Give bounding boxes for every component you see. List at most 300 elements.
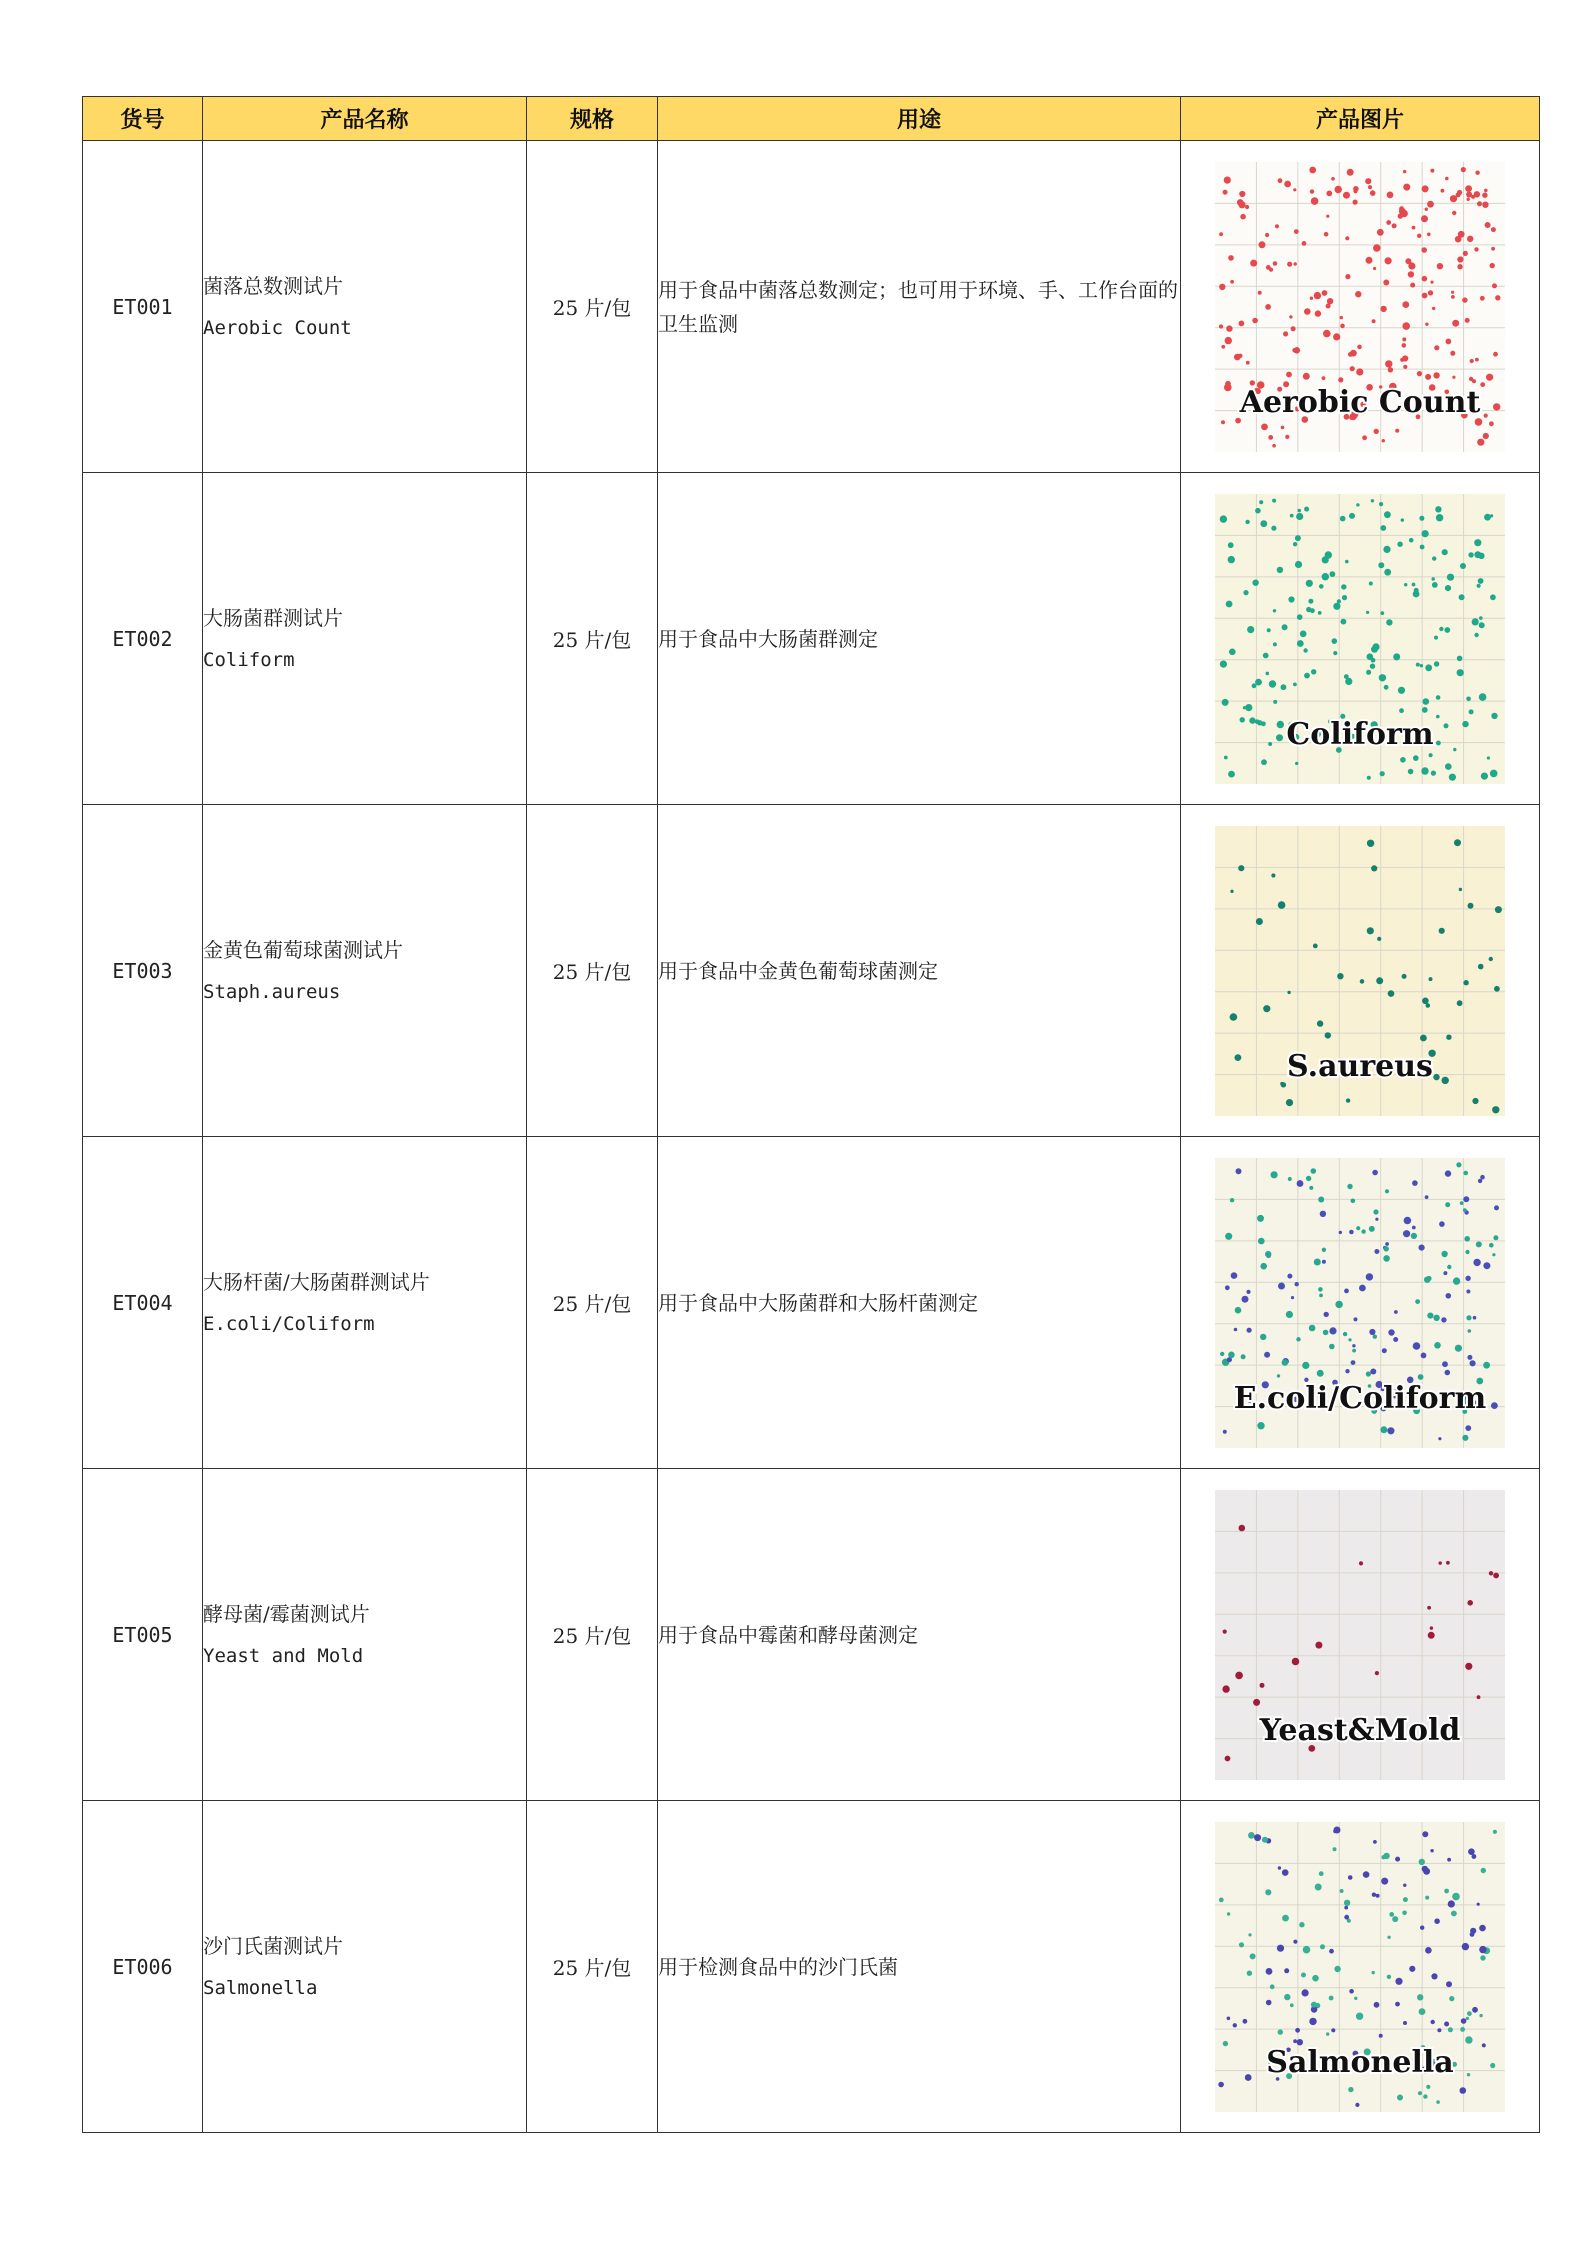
colony-dot — [1275, 224, 1279, 228]
colony-dot — [1434, 635, 1438, 639]
colony-dot — [1446, 338, 1452, 344]
colony-dot — [1365, 178, 1371, 184]
colony-dot — [1270, 1984, 1275, 1989]
colony-dot — [1429, 753, 1433, 757]
colony-dot — [1282, 1869, 1289, 1876]
product-name-en: Staph.aureus — [203, 980, 341, 1003]
colony-dot — [1338, 377, 1343, 382]
colony-dot — [1319, 1871, 1324, 1876]
colony-dot — [1463, 980, 1468, 985]
colony-dot — [1284, 1968, 1289, 1973]
colony-dot — [1285, 434, 1289, 438]
product-image-cell — [1181, 1469, 1540, 1801]
colony-dot — [1309, 1324, 1316, 1331]
plate-label: Coliform — [1286, 716, 1434, 752]
colony-dot — [1383, 1255, 1390, 1262]
colony-dot — [1457, 655, 1463, 661]
colony-dot — [1482, 201, 1488, 207]
colony-dot — [1373, 1209, 1378, 1214]
colony-dot — [1230, 889, 1233, 892]
colony-dot — [1236, 1168, 1242, 1174]
colony-dot — [1366, 669, 1371, 674]
colony-dot — [1417, 371, 1422, 376]
colony-dot — [1345, 274, 1350, 279]
colony-dot — [1422, 185, 1429, 192]
colony-dot — [1329, 1948, 1334, 1953]
colony-dot — [1403, 1230, 1410, 1237]
colony-dot — [1397, 541, 1402, 546]
colony-dot — [1371, 499, 1374, 502]
colony-dot — [1348, 2086, 1353, 2091]
colony-dot — [1382, 1348, 1387, 1353]
colony-dot — [1348, 352, 1353, 357]
colony-dot — [1239, 190, 1245, 196]
colony-dot — [1262, 1836, 1268, 1842]
colony-dot — [1257, 1422, 1264, 1429]
colony-dot — [1332, 638, 1338, 644]
colony-dot — [1269, 680, 1276, 687]
colony-dot — [1304, 672, 1310, 678]
colony-dot — [1380, 771, 1385, 776]
colony-dot — [1464, 1236, 1470, 1242]
colony-dot — [1322, 1247, 1326, 1251]
colony-dot — [1255, 507, 1261, 513]
product-name-cn: 大肠菌群测试片 — [203, 605, 343, 630]
colony-dot — [1430, 168, 1434, 172]
colony-dot — [1273, 699, 1277, 703]
colony-dot — [1245, 519, 1249, 523]
colony-dot — [1300, 630, 1307, 637]
colony-dot — [1479, 2013, 1482, 2016]
colony-dot — [1468, 1329, 1472, 1333]
colony-dot — [1427, 200, 1434, 207]
colony-dot — [1290, 2003, 1294, 2007]
colony-dot — [1230, 1198, 1234, 1202]
colony-dot — [1474, 247, 1478, 251]
colony-dot — [1259, 241, 1266, 248]
colony-dot — [1483, 1262, 1490, 1269]
colony-dot — [1401, 518, 1404, 521]
colony-dot — [1457, 189, 1462, 194]
colony-dot — [1246, 360, 1250, 364]
colony-dot — [1436, 514, 1443, 521]
colony-dot — [1342, 595, 1347, 600]
colony-dot — [1322, 1259, 1326, 1263]
product-image-cell — [1181, 141, 1540, 473]
colony-dot — [1477, 583, 1481, 587]
colony-dot — [1489, 956, 1493, 960]
colony-dot — [1372, 1892, 1376, 1896]
colony-dot — [1483, 432, 1489, 438]
colony-dot — [1445, 1202, 1450, 1207]
colony-dot — [1384, 511, 1391, 518]
colony-dot — [1374, 1249, 1379, 1254]
colony-dot — [1221, 344, 1225, 348]
colony-dot — [1356, 2012, 1363, 2019]
colony-dot — [1385, 257, 1392, 264]
colony-dot — [1482, 192, 1487, 197]
colony-dot — [1480, 382, 1485, 387]
colony-dot — [1393, 653, 1400, 660]
product-name-en: E.coli/Coliform — [203, 1312, 375, 1335]
colony-dot — [1354, 1317, 1358, 1321]
colony-dot — [1420, 1034, 1427, 1041]
colony-dot — [1493, 1829, 1497, 1833]
colony-dot — [1311, 197, 1319, 205]
colony-dot — [1425, 1195, 1429, 1199]
colony-dot — [1359, 1561, 1363, 1565]
colony-dot — [1228, 555, 1235, 562]
colony-dot — [1403, 1883, 1406, 1886]
colony-dot — [1479, 1945, 1486, 1952]
colony-dot — [1223, 1429, 1227, 1433]
colony-dot — [1462, 1434, 1468, 1440]
colony-dot — [1397, 2094, 1403, 2100]
colony-dot — [1234, 1327, 1238, 1331]
colony-dot — [1239, 1524, 1246, 1531]
colony-dot — [1228, 770, 1235, 777]
colony-dot — [1333, 651, 1337, 655]
colony-dot — [1339, 1230, 1342, 1233]
colony-dot — [1309, 2017, 1316, 2024]
colony-dot — [1452, 210, 1456, 214]
colony-dot — [1356, 368, 1363, 375]
colony-dot — [1430, 1849, 1433, 1852]
colony-dot — [1286, 371, 1292, 377]
colony-dot — [1286, 1310, 1293, 1317]
colony-dot — [1456, 1162, 1461, 1167]
colony-dot — [1293, 188, 1296, 191]
plate-label: Aerobic Count — [1239, 384, 1481, 420]
colony-dot — [1392, 223, 1397, 228]
colony-dot — [1422, 275, 1428, 281]
colony-dot — [1223, 189, 1228, 194]
colony-dot — [1318, 1287, 1323, 1292]
colony-dot — [1278, 1866, 1281, 1869]
colony-dot — [1220, 660, 1227, 667]
colony-dot — [1423, 698, 1430, 705]
colony-dot — [1303, 648, 1307, 652]
colony-dot — [1463, 1170, 1468, 1175]
colony-dot — [1345, 1369, 1349, 1373]
colony-dot — [1238, 201, 1245, 208]
colony-dot — [1483, 1361, 1490, 1368]
colony-dot — [1469, 709, 1474, 714]
colony-dot — [1319, 584, 1324, 589]
colony-dot — [1467, 1354, 1472, 1359]
colony-dot — [1269, 267, 1273, 271]
colony-dot — [1222, 698, 1229, 705]
colony-dot — [1438, 1437, 1441, 1440]
colony-dot — [1446, 1560, 1450, 1564]
colony-dot — [1382, 439, 1385, 442]
colony-dot — [1403, 169, 1406, 172]
colony-dot — [1360, 979, 1365, 984]
colony-dot — [1254, 1834, 1261, 1841]
colony-dot — [1423, 2094, 1427, 2098]
colony-dot — [1331, 177, 1335, 181]
colony-dot — [1280, 1081, 1284, 1085]
colony-dot — [1375, 1217, 1378, 1220]
header-name: 产品名称 — [203, 97, 527, 141]
colony-dot — [1413, 755, 1419, 761]
product-spec: 25 片/包 — [527, 805, 658, 1137]
colony-dot — [1459, 887, 1462, 890]
colony-dot — [1493, 1572, 1499, 1578]
colony-dot — [1420, 1925, 1424, 1929]
colony-dot — [1265, 1250, 1271, 1256]
colony-dot — [1474, 191, 1480, 197]
colony-dot — [1293, 682, 1297, 686]
product-code: ET006 — [83, 1801, 203, 2133]
colony-dot — [1272, 443, 1276, 447]
colony-dot — [1453, 1277, 1460, 1284]
colony-dot — [1311, 2001, 1317, 2007]
colony-dot — [1493, 1235, 1498, 1240]
colony-dot — [1389, 1912, 1394, 1917]
colony-dot — [1284, 1993, 1290, 1999]
colony-dot — [1239, 1942, 1244, 1947]
product-name-en: Yeast and Mold — [203, 1644, 364, 1667]
colony-dot — [1445, 1170, 1451, 1176]
colony-dot — [1277, 566, 1283, 572]
colony-dot — [1281, 425, 1285, 429]
plate-label: Salmonella — [1266, 2044, 1454, 2080]
colony-dot — [1252, 317, 1258, 323]
colony-dot — [1238, 865, 1244, 871]
colony-dot — [1346, 1098, 1350, 1102]
colony-dot — [1466, 696, 1471, 701]
colony-dot — [1340, 315, 1343, 318]
colony-dot — [1228, 255, 1234, 261]
colony-dot — [1402, 337, 1406, 341]
colony-dot — [1439, 1221, 1445, 1227]
colony-dot — [1457, 669, 1464, 676]
colony-dot — [1379, 502, 1383, 506]
colony-dot — [1334, 1965, 1340, 1971]
colony-dot — [1223, 1629, 1227, 1633]
colony-dot — [1245, 2074, 1252, 2081]
colony-dot — [1413, 1342, 1421, 1350]
colony-dot — [1263, 652, 1269, 658]
colony-dot — [1460, 2087, 1467, 2094]
colony-dot — [1477, 1695, 1481, 1699]
colony-dot — [1314, 291, 1321, 298]
colony-dot — [1495, 906, 1502, 913]
colony-dot — [1460, 1201, 1464, 1205]
colony-dot — [1484, 413, 1488, 417]
colony-dot — [1460, 2027, 1465, 2032]
colony-dot — [1445, 176, 1449, 180]
colony-dot — [1383, 545, 1390, 552]
colony-dot — [1376, 1893, 1380, 1897]
colony-dot — [1303, 1945, 1311, 1953]
colony-dot — [1436, 740, 1441, 745]
colony-dot — [1447, 1857, 1451, 1861]
colony-dot — [1343, 1331, 1347, 1335]
colony-dot — [1433, 1073, 1439, 1079]
product-name-cell — [203, 805, 527, 1137]
colony-dot — [1489, 1242, 1494, 1247]
colony-dot — [1477, 201, 1482, 206]
colony-dot — [1424, 1276, 1430, 1282]
colony-dot — [1384, 568, 1391, 575]
colony-dot — [1355, 291, 1361, 297]
colony-dot — [1468, 1848, 1475, 1855]
colony-dot — [1272, 498, 1276, 502]
colony-dot — [1402, 343, 1407, 348]
colony-dot — [1470, 1360, 1476, 1366]
colony-dot — [1450, 195, 1457, 202]
colony-dot — [1427, 232, 1431, 236]
colony-dot — [1306, 1175, 1311, 1180]
colony-dot — [1393, 1337, 1398, 1342]
colony-dot — [1457, 264, 1462, 269]
colony-dot — [1465, 185, 1472, 192]
colony-dot — [1221, 420, 1225, 424]
colony-dot — [1235, 1306, 1242, 1313]
colony-dot — [1348, 1875, 1353, 1880]
colony-dot — [1447, 573, 1454, 580]
colony-dot — [1320, 1210, 1326, 1216]
colony-dot — [1302, 1989, 1309, 1996]
colony-dot — [1309, 1185, 1313, 1189]
plate-label: E.coli/Coliform — [1233, 1380, 1487, 1416]
colony-dot — [1271, 1171, 1278, 1178]
colony-dot — [1315, 310, 1321, 316]
colony-dot — [1344, 1914, 1349, 1919]
colony-dot — [1465, 1425, 1471, 1431]
product-name-en: Coliform — [203, 648, 295, 671]
colony-dot — [1227, 1912, 1230, 1915]
colony-dot — [1411, 1232, 1417, 1238]
colony-dot — [1304, 308, 1311, 315]
colony-dot — [1472, 2006, 1478, 2012]
colony-dot — [1373, 266, 1376, 269]
colony-dot — [1493, 351, 1498, 356]
product-use: 用于食品中霉菌和酵母菌测定 — [658, 1469, 1181, 1801]
colony-dot — [1306, 606, 1311, 611]
colony-dot — [1273, 642, 1277, 646]
product-code: ET002 — [83, 473, 203, 805]
colony-dot — [1329, 1343, 1335, 1349]
colony-dot — [1487, 756, 1490, 759]
colony-dot — [1324, 231, 1329, 236]
colony-dot — [1276, 734, 1283, 741]
colony-dot — [1403, 183, 1410, 190]
colony-dot — [1266, 1968, 1273, 1975]
colony-dot — [1408, 768, 1414, 774]
product-image-cell — [1181, 805, 1540, 1137]
colony-dot — [1384, 684, 1389, 689]
colony-dot — [1478, 963, 1484, 969]
colony-dot — [1432, 577, 1435, 580]
colony-dot — [1386, 619, 1392, 625]
colony-dot — [1370, 190, 1376, 196]
colony-dot — [1225, 336, 1232, 343]
colony-dot — [1446, 1293, 1452, 1299]
colony-dot — [1301, 1972, 1306, 1977]
colony-dot — [1260, 1333, 1266, 1339]
colony-dot — [1363, 1871, 1370, 1878]
colony-dot — [1240, 717, 1245, 722]
colony-dot — [1296, 1337, 1300, 1341]
colony-dot — [1282, 624, 1288, 630]
colony-dot — [1353, 189, 1357, 193]
colony-dot — [1417, 1994, 1423, 2000]
colony-dot — [1466, 191, 1472, 197]
colony-dot — [1414, 587, 1419, 592]
colony-dot — [1402, 322, 1410, 330]
colony-dot — [1425, 1947, 1432, 1954]
colony-dot — [1409, 537, 1414, 542]
colony-dot — [1343, 191, 1350, 198]
colony-dot — [1426, 1003, 1431, 1008]
colony-dot — [1351, 1360, 1356, 1365]
colony-dot — [1243, 2018, 1248, 2023]
colony-dot — [1387, 1974, 1391, 1978]
colony-dot — [1421, 215, 1428, 222]
colony-dot — [1281, 684, 1287, 690]
colony-dot — [1345, 677, 1352, 684]
colony-dot — [1380, 1426, 1387, 1433]
colony-dot — [1295, 761, 1298, 764]
colony-dot — [1282, 1359, 1289, 1366]
colony-dot — [1420, 664, 1423, 667]
header-spec: 规格 — [527, 97, 658, 141]
test-plate-image — [1215, 494, 1505, 784]
colony-dot — [1462, 297, 1467, 302]
colony-dot — [1291, 326, 1296, 331]
colony-dot — [1366, 256, 1373, 263]
colony-dot — [1294, 262, 1297, 265]
colony-dot — [1219, 232, 1223, 236]
colony-dot — [1443, 1271, 1447, 1275]
colony-dot — [1426, 2084, 1430, 2088]
colony-dot — [1388, 990, 1395, 997]
colony-dot — [1266, 671, 1270, 675]
colony-dot — [1372, 1169, 1378, 1175]
colony-dot — [1395, 1856, 1400, 1861]
colony-dot — [1481, 772, 1488, 779]
product-use: 用于食品中大肠菌群和大肠杆菌测定 — [658, 1137, 1181, 1469]
product-use: 用于检测食品中的沙门氏菌 — [658, 1801, 1181, 2133]
colony-dot — [1359, 1284, 1366, 1291]
table-row — [83, 141, 1540, 473]
colony-dot — [1489, 1571, 1493, 1575]
colony-dot — [1450, 350, 1455, 355]
colony-dot — [1445, 763, 1452, 770]
product-spec: 25 片/包 — [527, 1469, 658, 1801]
product-spec: 25 片/包 — [527, 141, 658, 473]
colony-dot — [1324, 1311, 1329, 1316]
colony-dot — [1331, 2028, 1335, 2032]
colony-dot — [1429, 977, 1433, 981]
colony-dot — [1404, 583, 1407, 586]
colony-dot — [1282, 1914, 1289, 1921]
colony-dot — [1325, 1032, 1331, 1038]
colony-dot — [1439, 927, 1445, 933]
table-row — [83, 1137, 1540, 1469]
colony-dot — [1452, 319, 1459, 326]
product-code: ET004 — [83, 1137, 203, 1469]
colony-dot — [1475, 170, 1479, 174]
colony-dot — [1472, 1097, 1478, 1103]
colony-dot — [1460, 563, 1466, 569]
colony-dot — [1387, 191, 1394, 198]
product-spec: 25 片/包 — [527, 473, 658, 805]
colony-dot — [1474, 539, 1481, 546]
